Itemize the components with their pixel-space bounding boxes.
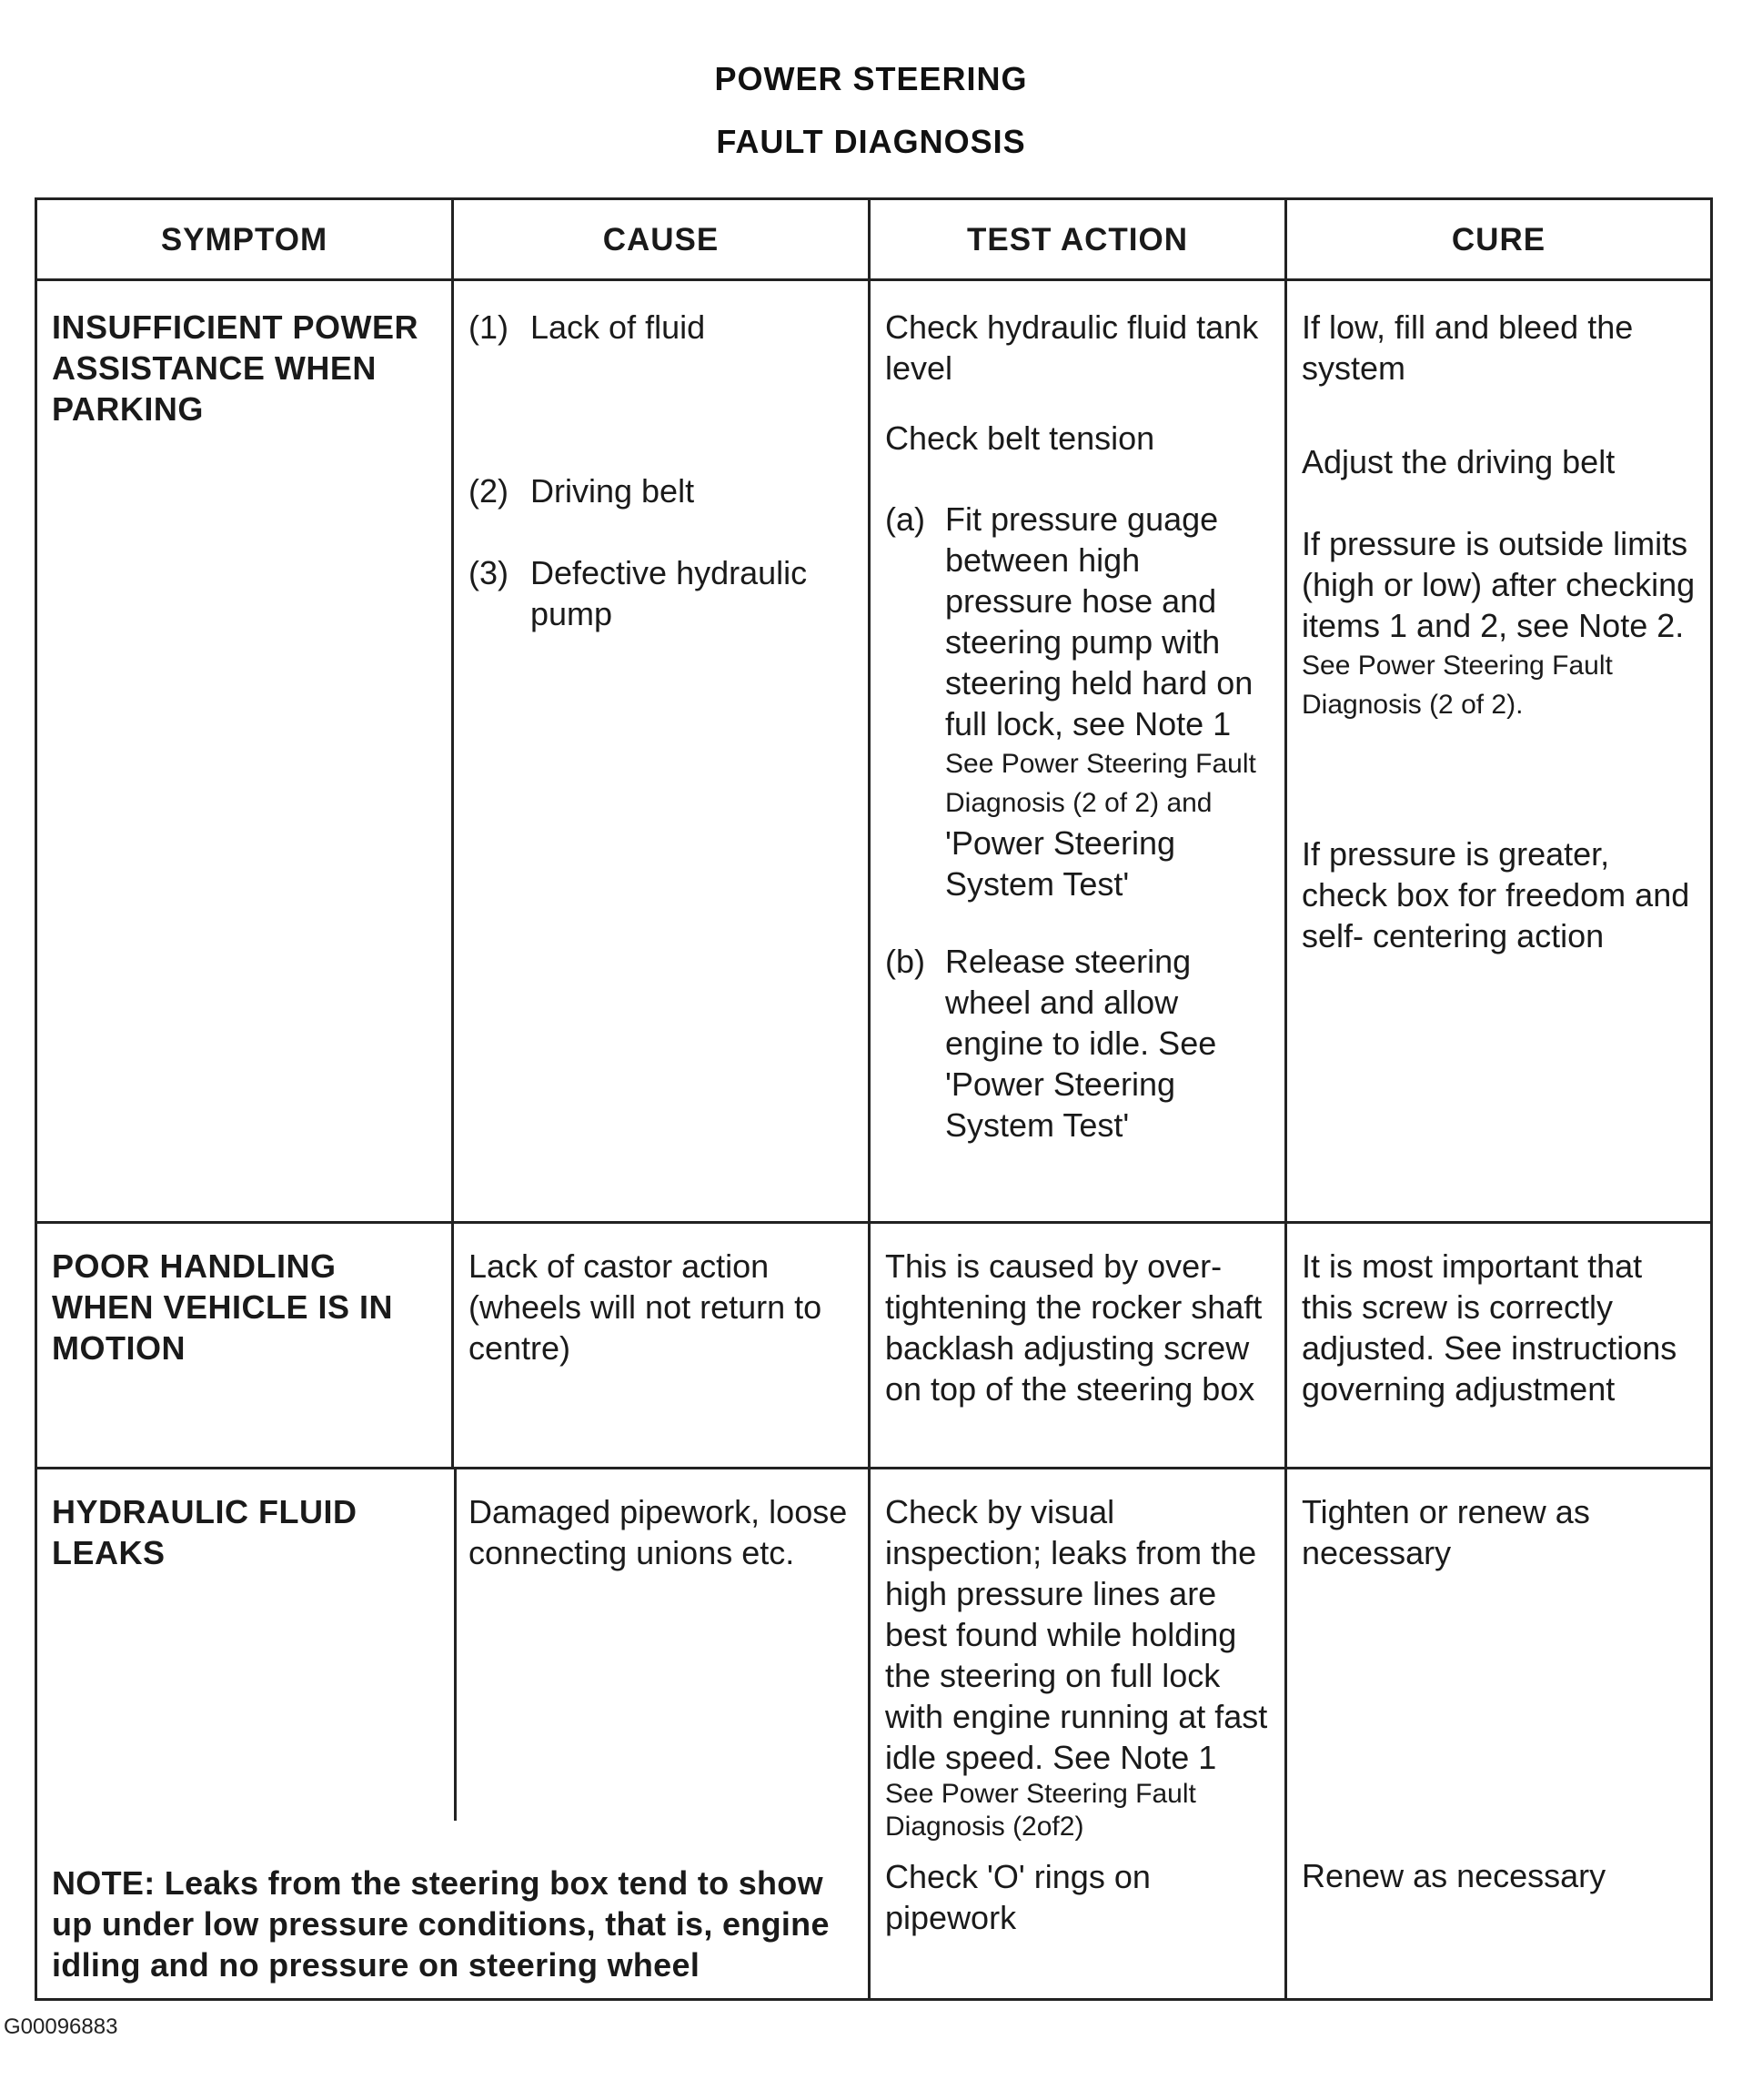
column-header-test-action: TEST ACTION — [870, 199, 1286, 280]
symptom-cell — [36, 1223, 453, 1469]
test-step-b — [885, 941, 1270, 1146]
cause-cell — [453, 280, 870, 1223]
table-header-row — [36, 199, 1712, 280]
test-action-text: Check belt tension — [885, 419, 1155, 457]
column-header-cause: CAUSE — [453, 199, 870, 280]
cause-text: Driving belt — [530, 472, 695, 510]
figure-id: G00096883 — [4, 2014, 118, 2039]
cause-item — [468, 307, 853, 348]
cause-text: Defective hydraulic pump — [530, 554, 808, 632]
cure-text: If pressure is greater, check box for freedom and self- centering action — [1302, 835, 1690, 954]
step-reference: See Power Steering Fault Diagnosis (2 of 2) and — [945, 749, 1256, 818]
step-text: Fit pressure guage between high pressure hose and steering pump with steering held hard on full lock, see Note 1 — [945, 500, 1254, 742]
fault-diagnosis-table — [35, 197, 1713, 2001]
cause-number: (3) — [468, 554, 509, 591]
cause-text: Lack of fluid — [530, 308, 706, 346]
cure-text: It is most important that this screw is correctly adjusted. See instructions governing adjustment — [1302, 1247, 1677, 1408]
test-action-cell — [870, 1469, 1286, 2000]
cure-text: Adjust the driving belt — [1302, 443, 1616, 480]
test-action-text: Check by visual inspection; leaks from the high pressure lines are best found while holding the steering on full lock with engine running at fast idle speed. See Note 1 — [885, 1493, 1268, 1776]
column-header-symptom: SYMPTOM — [36, 199, 453, 280]
step-reference-title: 'Power Steering System Test' — [945, 824, 1176, 903]
symptom-text: HYDRAULIC FLUID LEAKS — [52, 1493, 357, 1571]
test-action-text: Check hydraulic fluid tank level — [885, 308, 1259, 387]
step-text: Release steering wheel and allow engine to idle. See 'Power Steering System Test' — [945, 943, 1217, 1144]
cause-number: (1) — [468, 308, 509, 346]
cause-text: Lack of castor action (wheels will not return to centre) — [468, 1247, 822, 1367]
cause-text: Damaged pipework, loose connecting unions etc. — [468, 1493, 848, 1571]
cure-cell — [1286, 280, 1712, 1223]
symptom-text: INSUFFICIENT POWER ASSISTANCE WHEN PARKING — [52, 308, 418, 428]
test-action-text: Check 'O' rings on pipework — [885, 1858, 1151, 1936]
table-row — [36, 1469, 1712, 2000]
cause-number: (2) — [468, 472, 509, 510]
cure-text: Tighten or renew as necessary — [1302, 1493, 1590, 1571]
cause-item — [468, 470, 853, 511]
test-action-reference: See Power Steering Fault Diagnosis (2of2) — [885, 1779, 1196, 1842]
cure-text: If low, fill and bleed the system — [1302, 308, 1634, 387]
table-row — [36, 1223, 1712, 1469]
cause-item — [468, 552, 853, 634]
cure-text: If pressure is outside limits (high or low) after checking items 1 and 2, see Note 2. — [1302, 525, 1696, 644]
cure-text: Renew as necessary — [1302, 1857, 1606, 1894]
symptom-text: POOR HANDLING WHEN VEHICLE IS IN MOTION — [52, 1247, 394, 1367]
column-header-cure: CURE — [1286, 199, 1712, 280]
cause-cell — [453, 1223, 870, 1469]
cure-cell — [1286, 1223, 1712, 1469]
step-label: (b) — [885, 943, 925, 980]
symptom-cause-cell — [36, 1469, 870, 2000]
test-action-cell — [870, 1223, 1286, 1469]
cure-cell — [1286, 1469, 1712, 2000]
test-action-cell — [870, 280, 1286, 1223]
symptom-cell — [36, 280, 453, 1223]
column-divider — [454, 1469, 457, 1821]
note-text: NOTE: Leaks from the steering box tend to show up under low pressure conditions, that is, engine idling and no pressure on steering wheel — [52, 1864, 830, 1984]
page-subtitle: FAULT DIAGNOSIS — [716, 123, 1026, 160]
step-label: (a) — [885, 500, 925, 538]
test-action-text: This is caused by over-tightening the rocker shaft backlash adjusting screw on top of the steering box — [885, 1247, 1263, 1408]
page-title: POWER STEERING — [714, 60, 1028, 97]
test-step-a — [885, 499, 1270, 904]
table-row — [36, 280, 1712, 1223]
cure-reference: See Power Steering Fault Diagnosis (2 of 2). — [1302, 651, 1613, 720]
